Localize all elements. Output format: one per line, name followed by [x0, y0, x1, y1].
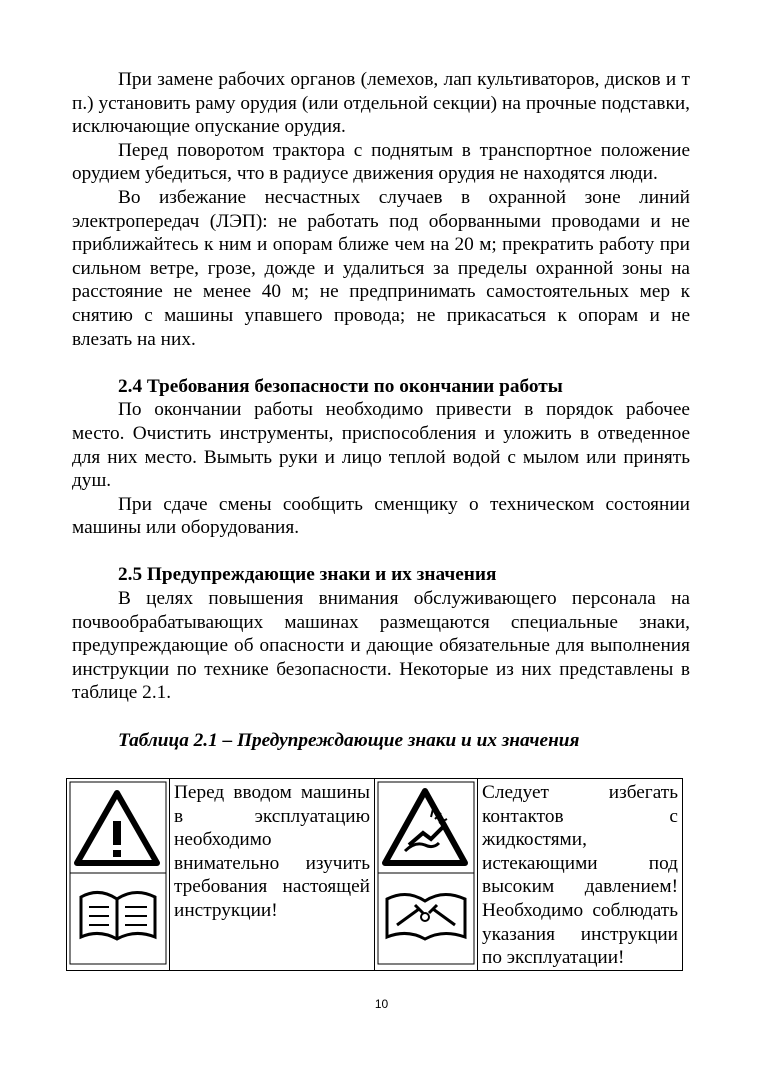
sign1-description: Перед вводом машины в эксплуатацию необходимо внимательно изучить требования настоящей инструкции! — [170, 779, 375, 971]
sign-icons-cell — [67, 779, 170, 971]
table-caption: Таблица 2.1 – Предупреждающие знаки и их значения — [118, 729, 580, 751]
page-number: 10 — [374, 997, 389, 1011]
paragraph: Перед поворотом трактора с поднятым в транспортное положение орудием убедиться, что в радиусе движения орудия не находятся люди. — [72, 139, 690, 185]
warning-signs-table — [66, 778, 683, 971]
document-body — [72, 68, 690, 752]
paragraph: Во избежание несчастных случаев в охранной зоне линий электропередач (ЛЭП): не работать под оборванными проводами и не приближайтесь к ним и опорам ближе чем на 20 м; прекратить работу при сильном ветре, грозе, дожде и удалиться за пределы охранной зоны на расстояние не менее 40 м; не предпринимать самостоятельных мер к снятию с машины упавшего провода; не прикасаться к опорам и не влезать на них. — [72, 186, 690, 350]
paragraph: По окончании работы необходимо привести в порядок рабочее место. Очистить инструменты, приспособления и уложить в отведенное для них место. Вымыть руки и лицо теплой водой с мылом или принять душ. — [72, 399, 690, 492]
sign-icons-cell — [375, 779, 478, 971]
paragraph: При сдаче смены сообщить сменщику о техническом состоянии машины или оборудования. — [72, 493, 690, 539]
sign2-description: Следует избегать контактов с жидкостями, истекающими под высоким давлением! Необходимо соблюдать указания инструкции по эксплуатации! — [478, 779, 683, 971]
section-heading-2-5: 2.5 Предупреждающие знаки и их значения — [118, 564, 497, 586]
paragraph: При замене рабочих органов (лемехов, лап культиваторов, дисков и т п.) установить раму орудия (или отдельной секции) на прочные подставки, исключающие опускание орудия. — [72, 69, 690, 138]
warning-triangle-icon — [77, 793, 157, 863]
table-row — [67, 779, 683, 971]
paragraph: В целях повышения внимания обслуживающего персонала на почвообрабатывающих машинах размещаются специальные знаки, предупреждающие об опасности и дающие обязательные для выполнения инструкции по технике безопасности. Некоторые из них представлены в таблице 2.1. — [72, 588, 690, 704]
high-pressure-fluid-warning-icon — [385, 791, 465, 863]
read-manual-book-icon — [81, 892, 155, 939]
section-heading-2-4: 2.4 Требования безопасности по окончании работы — [118, 375, 563, 397]
service-manual-wrench-icon — [387, 894, 465, 939]
